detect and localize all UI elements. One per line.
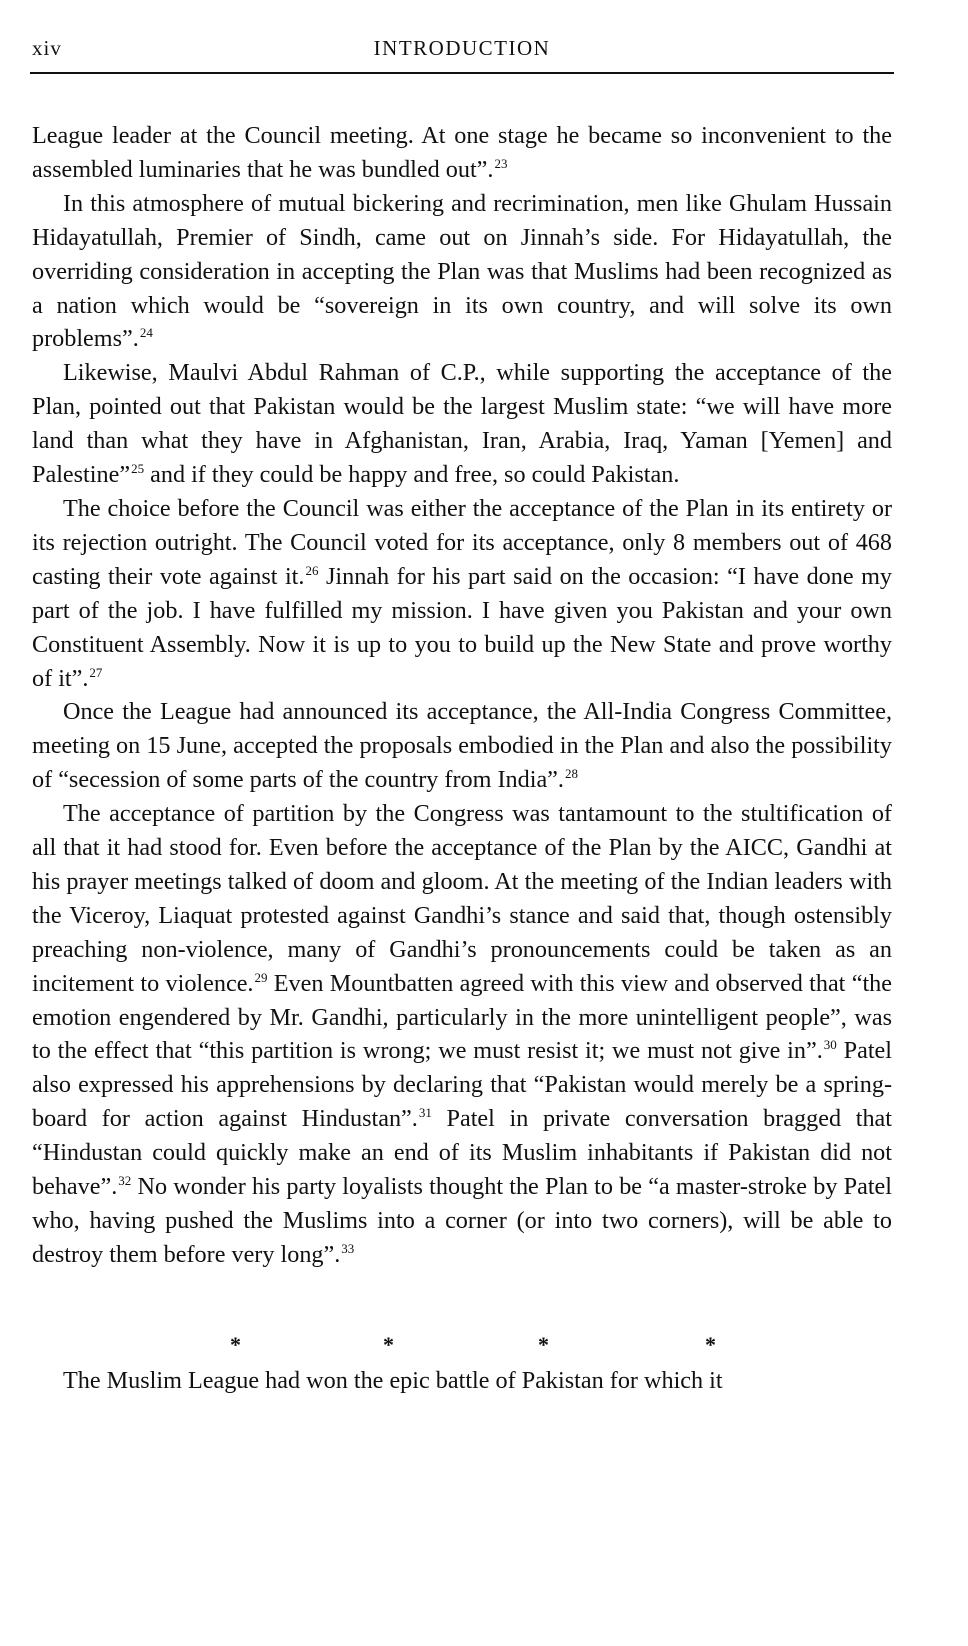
footnote-ref-24: 24: [139, 325, 153, 341]
section-break: [0, 1332, 968, 1356]
paragraph-1: League leader at the Council meeting. At one stage he became so inconvenient to the assembled luminaries that he was bundled out”.$^{23}$: [32, 122, 892, 183]
footnote-ref-33: 33: [341, 1240, 355, 1256]
section-break-star: *: [705, 1332, 716, 1357]
footnote-ref-26: 26: [305, 562, 319, 578]
footnote-ref-29: 29: [254, 969, 268, 985]
page-number: xiv: [32, 36, 62, 60]
header-rule: [30, 72, 894, 74]
paragraph-6: The acceptance of partition by the Congress was tantamount to the stultification of all that it had stood for. Even before the acceptance of the Plan by the AICC, Gandhi at his prayer meetings talked of doom and gloom. At the meeting of the Indian leaders with the Viceroy, Liaquat protested against Gandhi’s stance and said that, though ostensibly preaching non-violence, many of Gandhi’s pronouncements could be taken as an incitement to violence.$^{29}$ Even Mountbatten agreed with this view and observed that “the emotion engendered by Mr. Gandhi, particularly in the more unintelligent people”, was to the effect that “this partition is wrong; we must resist it; we must not give in”.$^{30}$ Patel also expressed his apprehensions by declaring that “Pakistan would merely be a spring-board for action against Hindustan”.$^{31}$ Patel in private conversation bragged that “Hindustan could quickly make an end of its Muslim inhabitants if Pakistan did not behave”.$^{32}$ No wonder his party loyalists thought the Plan to be “a master-stroke by Patel who, having pushed the Muslims into a corner (or into two corners), will be able to destroy them before very long”.$^{33}$: [32, 800, 892, 1268]
footnote-ref-27: 27: [89, 664, 103, 680]
footnote-ref-25: 25: [131, 461, 145, 477]
footnote-ref-23: 23: [494, 155, 508, 171]
paragraph-3: Likewise, Maulvi Abdul Rahman of C.P., while supporting the acceptance of the Plan, pointed out that Pakistan would be the largest Muslim state: “we will have more land than what they have in Afghanistan, Iran, Arabia, Iraq, Yaman [Yemen] and Palestine”$^{25}$ and if they could be happy and free, so could Pakistan.: [32, 359, 892, 489]
footnote-ref-30: 30: [823, 1037, 837, 1053]
section-break-star: *: [383, 1332, 394, 1357]
running-head: [32, 30, 892, 62]
paragraph-5: Once the League had announced its acceptance, the All-India Congress Committee, meeting on 15 June, accepted the proposals embodied in the Plan and also the possibility of “secession of some parts of the country from India”.$^{28}$: [32, 698, 892, 794]
footnote-ref-31: 31: [418, 1105, 432, 1121]
body-text: [32, 119, 892, 1272]
running-title: INTRODUCTION: [373, 36, 551, 60]
section-break-star: *: [538, 1332, 549, 1357]
section-break-star: *: [230, 1332, 241, 1357]
paragraph-7: The Muslim League had won the epic battle of Pakistan for which it: [63, 1367, 723, 1394]
footnote-ref-28: 28: [564, 766, 578, 782]
paragraph-4: The choice before the Council was either the acceptance of the Plan in its entirety or its rejection outright. The Council voted for its acceptance, only 8 members out of 468 casting their vote against it.$^{26}$ Jinnah for his part said on the occasion: “I have done my part of the job. I have fulfilled my mission. I have given you Pakistan and your own Constituent Assembly. Now it is up to you to build up the New State and prove worthy of it”.$^{27}$: [32, 494, 892, 692]
footnote-ref-32: 32: [118, 1173, 132, 1189]
paragraph-2: In this atmosphere of mutual bickering and recrimination, men like Ghulam Hussain Hidayatullah, Premier of Sindh, came out on Jinnah’s side. For Hidayatullah, the overriding consideration in accepting the Plan was that Muslims had been recognized as a nation which would be “sovereign in its own country, and will solve its own problems”.$^{24}$: [32, 189, 892, 353]
